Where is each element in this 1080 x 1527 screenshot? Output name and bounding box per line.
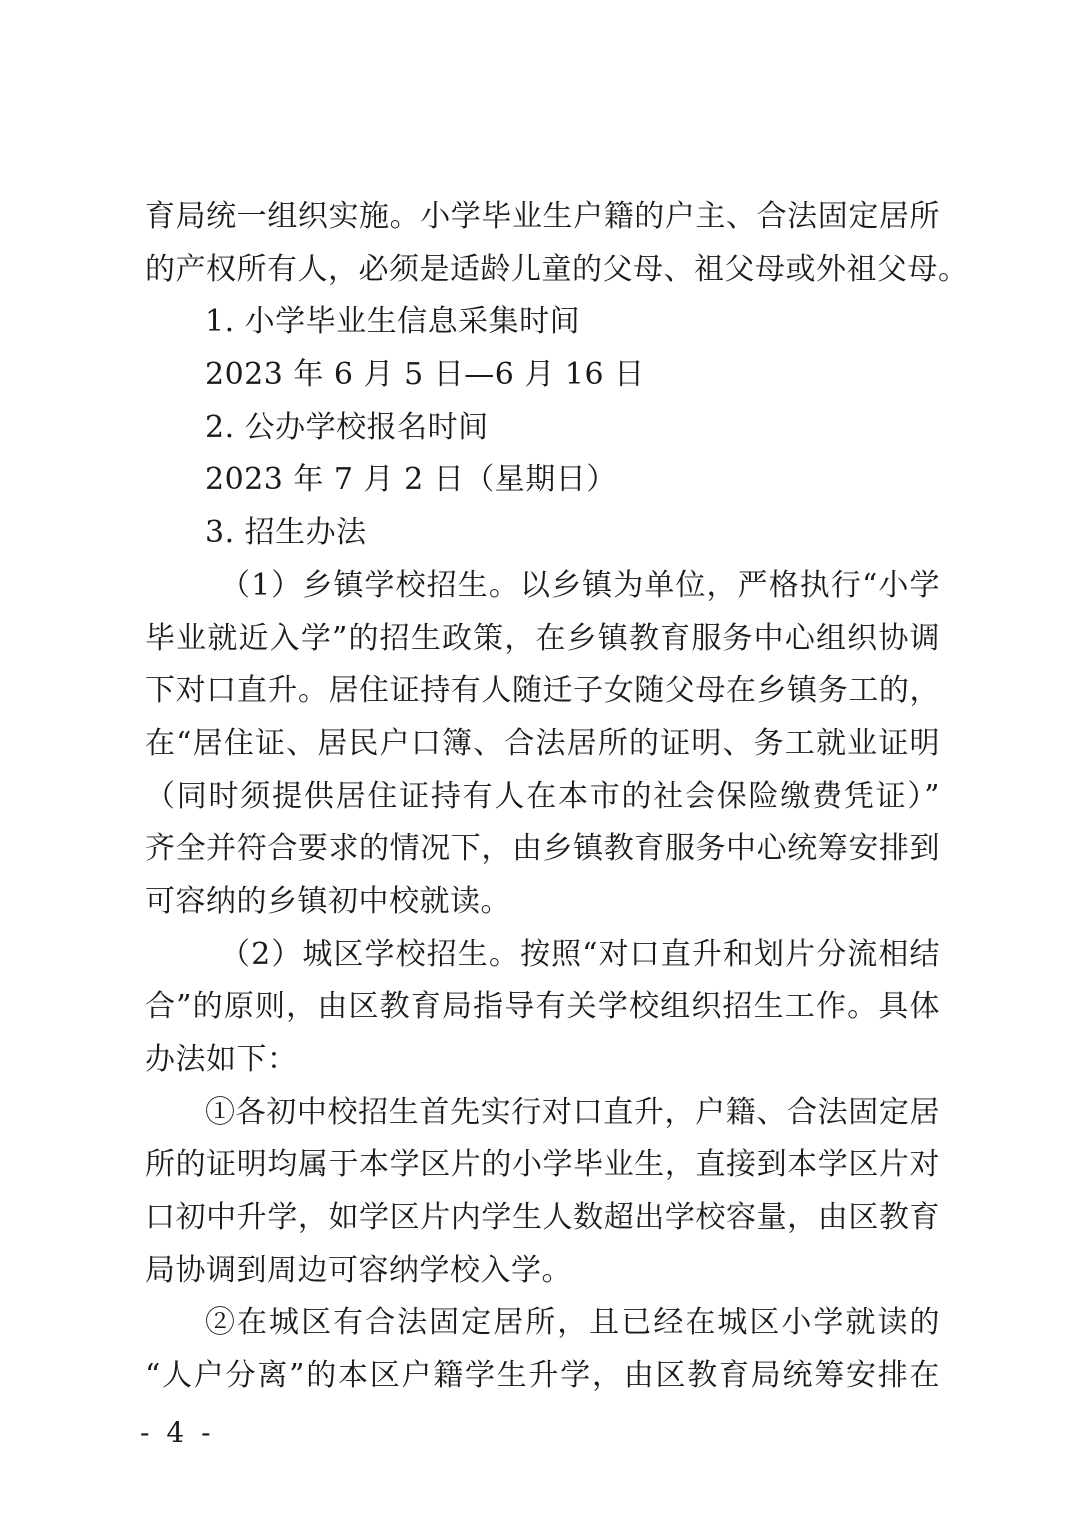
section-heading: 1. 小学毕业生信息采集时间	[205, 304, 581, 340]
paragraph-start: （1）乡镇学校招生。以乡镇为单位，严格执行“小学	[220, 567, 940, 603]
text-line: 局协调到周边可容纳学校入学。	[145, 1252, 572, 1288]
text-line: 在“居住证、居民户口簿、合法居所的证明、务工就业证明	[145, 725, 940, 761]
paragraph-start: ②在城区有合法固定居所，且已经在城区小学就读的	[205, 1305, 940, 1341]
section-heading: 2. 公办学校报名时间	[205, 409, 489, 445]
paragraph-start: （2）城区学校招生。按照“对口直升和划片分流相结	[220, 936, 940, 972]
text-line: 合”的原则，由区教育局指导有关学校组织招生工作。具体	[145, 989, 940, 1025]
paragraph-start: ①各初中校招生首先实行对口直升，户籍、合法固定居	[205, 1094, 940, 1130]
text-line: “人户分离”的本区户籍学生升学，由区教育局统筹安排在	[145, 1358, 940, 1394]
date-line: 2023 年 7 月 2 日（星期日）	[205, 462, 617, 498]
section-heading: 3. 招生办法	[205, 515, 367, 551]
document-body	[145, 191, 969, 1403]
text-line: 办法如下：	[145, 1042, 298, 1077]
text-line: （同时须提供居住证持有人在本市的社会保险缴费凭证）”	[145, 778, 940, 814]
text-line: 的产权所有人，必须是适龄儿童的父母、祖父母或外祖父母。	[145, 251, 969, 287]
text-line: 齐全并符合要求的情况下，由乡镇教育服务中心统筹安排到	[145, 831, 940, 867]
text-line: 育局统一组织实施。小学毕业生户籍的户主、合法固定居所	[145, 199, 940, 234]
text-line: 下对口直升。居住证持有人随迁子女随父母在乡镇务工的，	[145, 673, 940, 709]
date-line: 2023 年 6 月 5 日—6 月 16 日	[205, 357, 645, 393]
text-line: 所的证明均属于本学区片的小学毕业生，直接到本学区片对	[145, 1147, 940, 1183]
text-line: 毕业就近入学”的招生政策，在乡镇教育服务中心组织协调	[145, 620, 940, 656]
page-number: - 4 -	[140, 1416, 215, 1449]
text-line: 可容纳的乡镇初中校就读。	[145, 883, 511, 919]
text-line: 口初中升学，如学区片内学生人数超出学校容量，由区教育	[145, 1200, 940, 1236]
